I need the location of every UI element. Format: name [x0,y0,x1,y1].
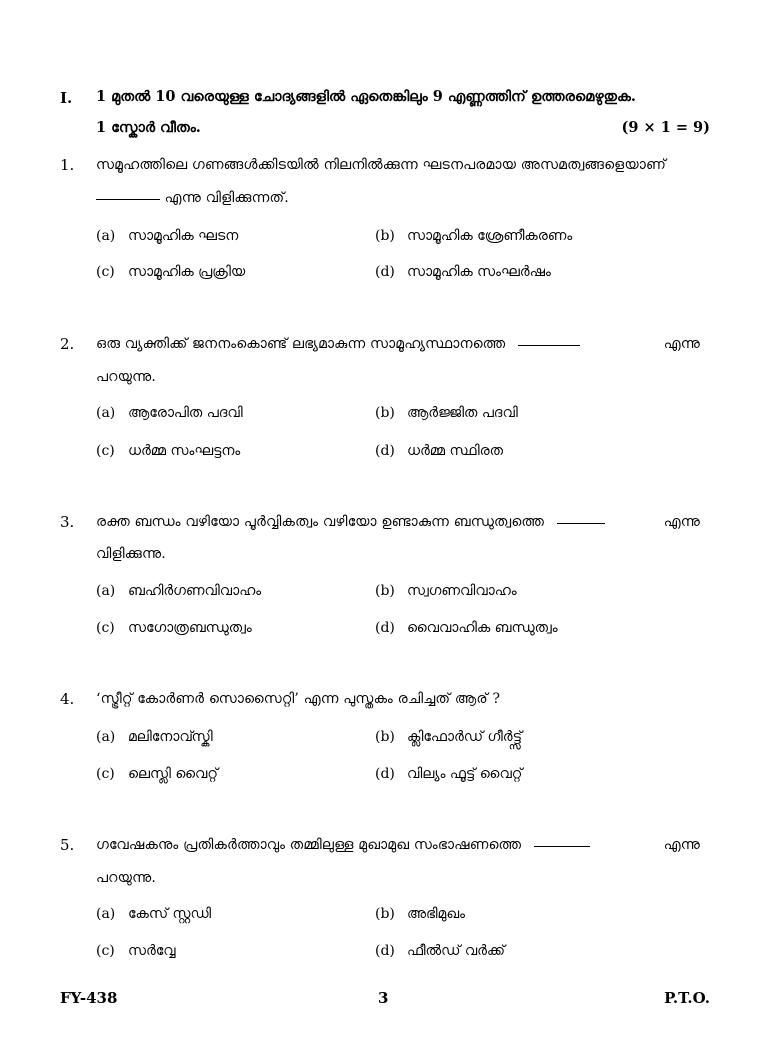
page-number: 3 [378,989,389,1007]
answer-blank [557,522,605,524]
question-number: 5. [60,836,75,854]
option-c: (c) സർവ്വേ [96,943,176,959]
question-text-end: എന്നു [663,336,700,352]
question-text: സമൂഹത്തിലെ ഗണങ്ങൾക്കിടയിൽ നിലനിൽക്കുന്ന ഘടനപരമായ അസമത്വങ്ങളെയാണ് [96,157,666,173]
option-c: (c) ധർമ്മ സംഘട്ടനം [96,443,241,459]
option-a: (a) ആരോപിത പദവി [96,405,243,421]
option-c: (c) സഗോത്രബന്ധുത്വം [96,620,252,636]
question-text: ഒരു വ്യക്തിക്ക് ജനനംകൊണ്ട് ലഭ്യമാകുന്ന സാമൂഹ്യസ്ഥാനത്തെ [96,336,588,352]
option-a: (a) കേസ് സ്റ്റഡി [96,906,212,922]
question-number: 3. [60,513,75,531]
question-number: 2. [60,335,75,353]
option-c: (c) സാമൂഹിക പ്രക്രിയ [96,264,246,280]
option-b: (b) ആർജ്ജിത പദവി [375,405,518,421]
paper-code: FY-438 [60,989,118,1007]
option-d: (d) സാമൂഹിക സംഘർഷം [375,264,551,280]
answer-blank [96,198,160,200]
answer-blank [518,344,580,346]
answer-blank [534,845,590,847]
option-b: (b) അഭിമുഖം [375,906,465,922]
question-text: ഗവേഷകനും പ്രതികർത്താവും തമ്മിലുള്ള മുഖാമുഖ സംഭാഷണത്തെ [96,837,598,853]
option-a: (a) സാമൂഹിക ഘടന [96,228,239,244]
option-d: (d) ധർമ്മ സ്ഥിരത [375,443,503,459]
option-c: (c) ലെസ്ലി വൈറ്റ് [96,766,218,782]
option-b: (b) സാമൂഹിക ശ്രേണീകരണം [375,228,573,244]
please-turn-over: P.T.O. [664,989,710,1007]
question-number: 1. [60,156,75,174]
question-text-end: എന്നു [663,837,700,853]
question-text-line2: പറയുന്നു. [96,870,157,886]
question-number: 4. [60,690,75,708]
question-text-line2: എന്നു വിളിക്കുന്നത്. [96,190,289,206]
option-d: (d) വില്യം ഫൂട്ട് വൈറ്റ് [375,766,523,782]
section-instruction: 1 മുതൽ 10 വരെയുള്ള ചോദ്യങ്ങളിൽ ഏതെങ്കിലും 9 എണ്ണത്തിന് ഉത്തരമെഴുതുക. [96,88,636,105]
option-b: (b) സ്വഗണവിവാഹം [375,583,517,599]
question-text: ‘സ്ട്രീറ്റ് കോർണർ സൊസൈറ്റി’ എന്ന പുസ്തകം രചിച്ചത് ആര് ? [96,691,501,707]
option-d: (d) ഫീൽഡ് വർക്ക് [375,943,505,959]
option-b: (b) ക്ലിഫോർഡ് ഗീർട്ട്സ് [375,729,523,745]
section-number: I. [60,89,73,107]
question-text: രക്ത ബന്ധം വഴിയോ പൂർവ്വികത്വം വഴിയോ ഉണ്ടാകുന്ന ബന്ധുത്വത്തെ [96,514,613,530]
question-text-end: എന്നു [663,514,700,530]
option-d: (d) വൈവാഹിക ബന്ധുത്വം [375,620,558,636]
option-a: (a) ബഹിർഗണവിവാഹം [96,583,262,599]
score-note: 1 സ്കോർ വീതം. [96,119,201,136]
section-marks: (9 × 1 = 9) [621,119,710,136]
option-a: (a) മലിനോവ്സ്കി [96,729,213,745]
question-text-line2: വിളിക്കുന്നു. [96,546,166,562]
question-text-line2: പറയുന്നു. [96,369,157,385]
